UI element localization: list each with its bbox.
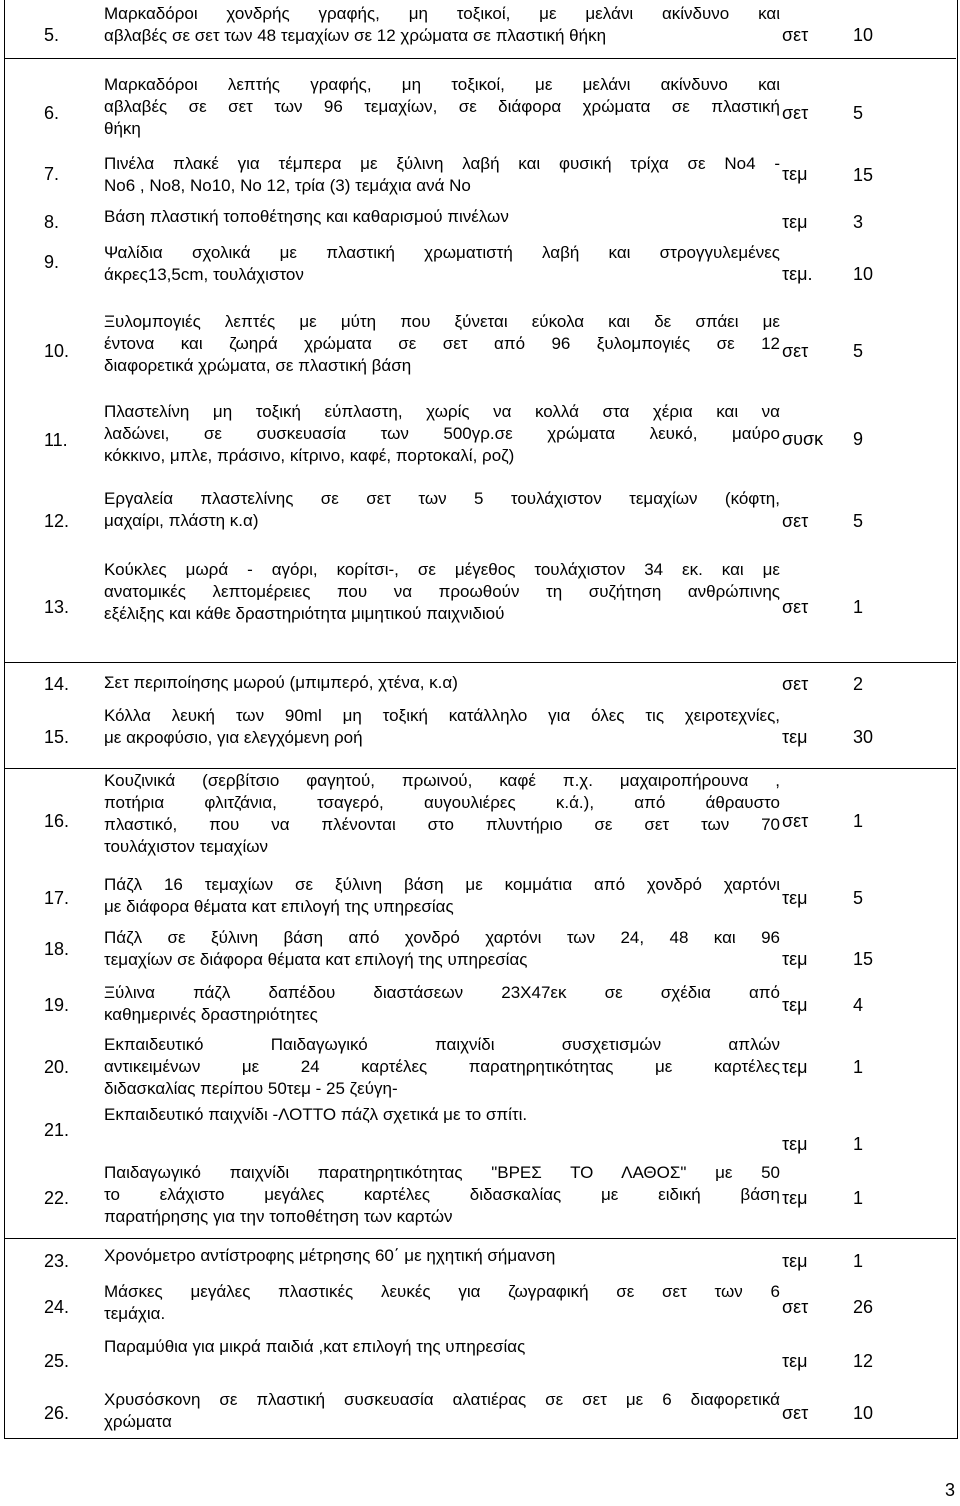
description-line: Νο6 , Νο8, Νο10, Νο 12, τρία (3) τεμάχια ανά Νο	[104, 176, 471, 195]
item-number: 19.	[44, 995, 70, 1015]
table-row	[4, 1100, 956, 1152]
item-quantity: 15	[853, 949, 874, 969]
table-row	[4, 922, 956, 976]
item-description	[104, 770, 780, 858]
item-unit: τεμ	[782, 1251, 808, 1271]
item-description	[104, 672, 780, 694]
item-number: 21.	[44, 1120, 70, 1140]
item-unit: τεμ	[782, 212, 808, 232]
description-line: αντικειμένων με 24 καρτέλες παρατηρητικότητας με καρτέλες	[104, 1057, 780, 1076]
item-description	[104, 874, 780, 918]
table-row	[4, 235, 956, 297]
description-line: Μάσκες μεγάλες πλαστικές λευκές για ζωγραφική σε σετ των 6	[104, 1282, 780, 1301]
item-number: 5.	[44, 25, 60, 45]
table-row	[4, 205, 956, 235]
table-row	[4, 1152, 956, 1239]
item-unit: συσκ	[782, 429, 824, 449]
description-line: θήκη	[104, 119, 141, 138]
item-description	[104, 982, 780, 1026]
item-unit: τεμ	[782, 727, 808, 747]
item-unit: τεμ	[782, 1057, 808, 1077]
description-line: Χρυσόσκονη σε πλαστική συσκευασία αλατιέρας σε σετ με 6 διαφορετικά	[104, 1390, 780, 1409]
item-quantity: 5	[853, 341, 864, 361]
item-unit: σετ	[782, 341, 809, 361]
item-description	[104, 401, 780, 467]
item-description	[104, 488, 780, 532]
description-line: ποτήρια φλιτζάνια, τσαγερό, αυγουλιέρες κ.ά.), από άθραυστο	[104, 793, 780, 812]
item-number: 10.	[44, 341, 70, 361]
item-quantity: 10	[853, 264, 874, 284]
description-line: Πλαστελίνη μη τοξική εύπλαστη, χωρίς να κολλά στα χέρια και να	[104, 402, 780, 421]
table-row	[4, 70, 956, 151]
description-line: χρώματα	[104, 1412, 172, 1431]
item-number: 20.	[44, 1057, 70, 1077]
item-quantity: 5	[853, 511, 864, 531]
item-number: 25.	[44, 1351, 70, 1371]
item-unit: σετ	[782, 25, 809, 45]
description-line: με διάφορα θέματα κατ επιλογή της υπηρεσίας	[104, 897, 454, 916]
item-quantity: 30	[853, 727, 874, 747]
item-quantity: 4	[853, 995, 864, 1015]
description-line: Ψαλίδια σχολικά με πλαστική χρωματιστή λαβή και στρογγυλεμένες	[104, 243, 780, 262]
description-line: τουλάχιστον τεμαχίων	[104, 837, 269, 856]
description-line: έντονα και ζωηρά χρώματα σε σετ από 96 ξυλομπογιές σε 12	[104, 334, 780, 353]
description-line: με ακροφύσιο, για ελεγχόμενη ροή	[104, 728, 363, 747]
table-row	[4, 976, 956, 1030]
item-unit: τεμ.	[782, 264, 813, 284]
description-line: λαδώνει, σε συσκευασία των 500γρ.σε χρώματα λευκό, μαύρο	[104, 424, 780, 443]
description-line: Παραμύθια για μικρά παιδιά ,κατ επιλογή της υπηρεσίας	[104, 1337, 526, 1356]
item-quantity: 5	[853, 103, 864, 123]
description-line: εξέλιξης και κάθε δραστηριότητα μιμητικού παιχνιδιού	[104, 604, 505, 623]
item-unit: τεμ	[782, 949, 808, 969]
item-quantity: 15	[853, 165, 874, 185]
item-number: 7.	[44, 164, 60, 184]
description-line: Κούκλες μωρά - αγόρι, κορίτσι-, σε μέγεθος τουλάχιστον 34 εκ. και με	[104, 560, 780, 579]
item-description	[104, 242, 780, 286]
item-number: 9.	[44, 252, 60, 272]
item-unit: τεμ	[782, 164, 808, 184]
item-quantity: 12	[853, 1351, 874, 1371]
description-line: ανατομικές λεπτομέρειες που να προωθούν τη συζήτηση ανθρώπινης	[104, 582, 780, 601]
description-line: Εκπαιδευτικό Παιδαγωγικό παιχνίδι συσχετισμών απλών	[104, 1035, 780, 1054]
description-line: τεμάχια.	[104, 1304, 166, 1323]
description-line: πλαστικό, που να πλένονται στο πλυντήριο σε σετ των 70	[104, 815, 780, 834]
table-row	[4, 397, 956, 475]
description-line: μαχαίρι, πλάστη κ.α)	[104, 511, 259, 530]
item-quantity: 1	[853, 1188, 864, 1208]
item-description	[104, 927, 780, 971]
item-quantity: 1	[853, 1251, 864, 1271]
item-description	[104, 1104, 780, 1126]
item-description	[104, 559, 780, 625]
item-quantity: 10	[853, 1403, 874, 1423]
description-line: Εκπαιδευτικό παιχνίδι -ΛΟΤΤΟ πάζλ σχετικά με το σπίτι.	[104, 1105, 528, 1124]
item-description	[104, 1162, 780, 1228]
item-quantity: 1	[853, 1057, 864, 1077]
description-line: άκρες13,5cm, τουλάχιστον	[104, 265, 304, 284]
table-row	[4, 868, 956, 922]
item-unit: σετ	[782, 811, 809, 831]
description-line: Πάζλ σε ξύλινη βάση από χονδρό χαρτόνι των 24, 48 και 96	[104, 928, 780, 947]
table-row	[4, 556, 956, 663]
item-quantity: 2	[853, 674, 864, 694]
item-number: 26.	[44, 1403, 70, 1423]
item-unit: σετ	[782, 103, 809, 123]
item-unit: τεμ	[782, 1188, 808, 1208]
item-number: 23.	[44, 1251, 70, 1271]
table-row	[4, 308, 956, 393]
item-description	[104, 311, 780, 377]
table-row	[4, 1328, 956, 1384]
item-description	[104, 206, 780, 228]
item-number: 14.	[44, 674, 70, 694]
item-description	[104, 153, 780, 197]
item-unit: σετ	[782, 511, 809, 531]
item-quantity: 1	[853, 597, 864, 617]
item-number: 16.	[44, 811, 70, 831]
description-line: Χρονόμετρο αντίστροφης μέτρησης 60΄ με ηχητική σήμανση	[104, 1246, 556, 1265]
description-line: Πινέλα πλακέ για τέμπερα με ξύλινη λαβή και φυσική τρίχα σε Νο4 -	[104, 154, 780, 173]
table-row	[4, 485, 956, 541]
description-line: Βάση πλαστική τοποθέτησης και καθαρισμού πινέλων	[104, 207, 509, 226]
item-unit: σετ	[782, 674, 809, 694]
item-description	[104, 3, 780, 47]
table-row	[4, 151, 956, 205]
page-number: 3	[945, 1480, 956, 1500]
item-quantity: 9	[853, 429, 864, 449]
item-description	[104, 1034, 780, 1100]
item-quantity: 1	[853, 811, 864, 831]
description-line: Ξυλομπογιές λεπτές με μύτη που ξύνεται εύκολα και δε σπάει με	[104, 312, 780, 331]
item-unit: τεμ	[782, 1351, 808, 1371]
description-line: καθημερινές δραστηριότητες	[104, 1005, 318, 1024]
item-description	[104, 1389, 780, 1433]
item-quantity: 1	[853, 1134, 864, 1154]
item-unit: τεμ	[782, 1134, 808, 1154]
item-number: 8.	[44, 212, 60, 232]
table-row	[4, 770, 956, 868]
table-row	[4, 1276, 956, 1328]
item-quantity: 5	[853, 888, 864, 908]
item-description	[104, 74, 780, 140]
item-quantity: 3	[853, 212, 864, 232]
item-number: 24.	[44, 1297, 70, 1317]
description-line: το ελάχιστο μεγάλες καρτέλες διδασκαλίας με ειδική βάση	[104, 1185, 780, 1204]
item-quantity: 10	[853, 25, 874, 45]
description-line: Ξύλινα πάζλ δαπέδου διαστάσεων 23Χ47εκ σε σχέδια από	[104, 983, 780, 1002]
item-unit: σετ	[782, 1403, 809, 1423]
item-number: 17.	[44, 888, 70, 908]
item-unit: σετ	[782, 1297, 809, 1317]
item-number: 6.	[44, 103, 60, 123]
description-line: Μαρκαδόροι χονδρής γραφής, μη τοξικοί, με μελάνι ακίνδυνο και	[104, 4, 780, 23]
item-description	[104, 1336, 780, 1358]
description-line: Πάζλ 16 τεμαχίων σε ξύλινη βάση με κομμάτια από χονδρό χαρτόνι	[104, 875, 780, 894]
description-line: Εργαλεία πλαστελίνης σε σετ των 5 τουλάχιστον τεμαχίων (κόφτη,	[104, 489, 780, 508]
item-number: 18.	[44, 939, 70, 959]
description-line: αβλαβές σε σετ των 96 τεμαχίων, σε διάφορα χρώματα σε πλαστική	[104, 97, 780, 116]
description-line: παρατήρησης για την τοποθέτηση των καρτών	[104, 1207, 453, 1226]
item-number: 15.	[44, 727, 70, 747]
table-row	[4, 1030, 956, 1100]
description-line: Σετ περιποίησης μωρού (μπιμπερό, χτένα, κ.α)	[104, 673, 458, 692]
description-line: Κόλλα λευκή των 90ml μη τοξική κατάλληλο για όλες τις χειροτεχνίες,	[104, 706, 780, 725]
description-line: τεμαχίων σε διάφορα θέματα κατ επιλογή της υπηρεσίας	[104, 950, 528, 969]
table-row	[4, 700, 956, 769]
description-line: διδασκαλίας περίπου 50τεμ - 25 ζεύγη-	[104, 1079, 398, 1098]
item-number: 11.	[44, 430, 68, 450]
description-line: Παιδαγωγικό παιχνίδι παρατηρητικότητας "ΒΡΕΣ ΤΟ ΛΑΘΟΣ" με 50	[104, 1163, 780, 1182]
item-unit: τεμ	[782, 888, 808, 908]
table-row	[4, 0, 956, 59]
item-quantity: 26	[853, 1297, 874, 1317]
item-description	[104, 1281, 780, 1325]
description-line: Κουζινικά (σερβίτσιο φαγητού, πρωινού, καφέ π.χ. μαχαιροπήρουνα ,	[104, 771, 780, 790]
table-row	[4, 668, 956, 700]
item-unit: σετ	[782, 597, 809, 617]
description-line: κόκκινο, μπλε, πράσινο, κίτρινο, καφέ, πορτοκαλί, ροζ)	[104, 446, 515, 465]
description-line: διαφορετικά χρώματα, σε πλαστική βάση	[104, 356, 412, 375]
item-description	[104, 1245, 780, 1267]
table-row	[4, 1384, 956, 1438]
description-line: Μαρκαδόροι λεπτής γραφής, μη τοξικοί, με μελάνι ακίνδυνο και	[104, 75, 780, 94]
description-line: αβλαβές σε σετ των 48 τεμαχίων σε 12 χρώματα σε πλαστική θήκη	[104, 26, 607, 45]
item-number: 12.	[44, 511, 70, 531]
item-number: 22.	[44, 1188, 70, 1208]
item-unit: τεμ	[782, 995, 808, 1015]
table-row	[4, 1240, 956, 1276]
item-description	[104, 705, 780, 749]
item-number: 13.	[44, 597, 70, 617]
